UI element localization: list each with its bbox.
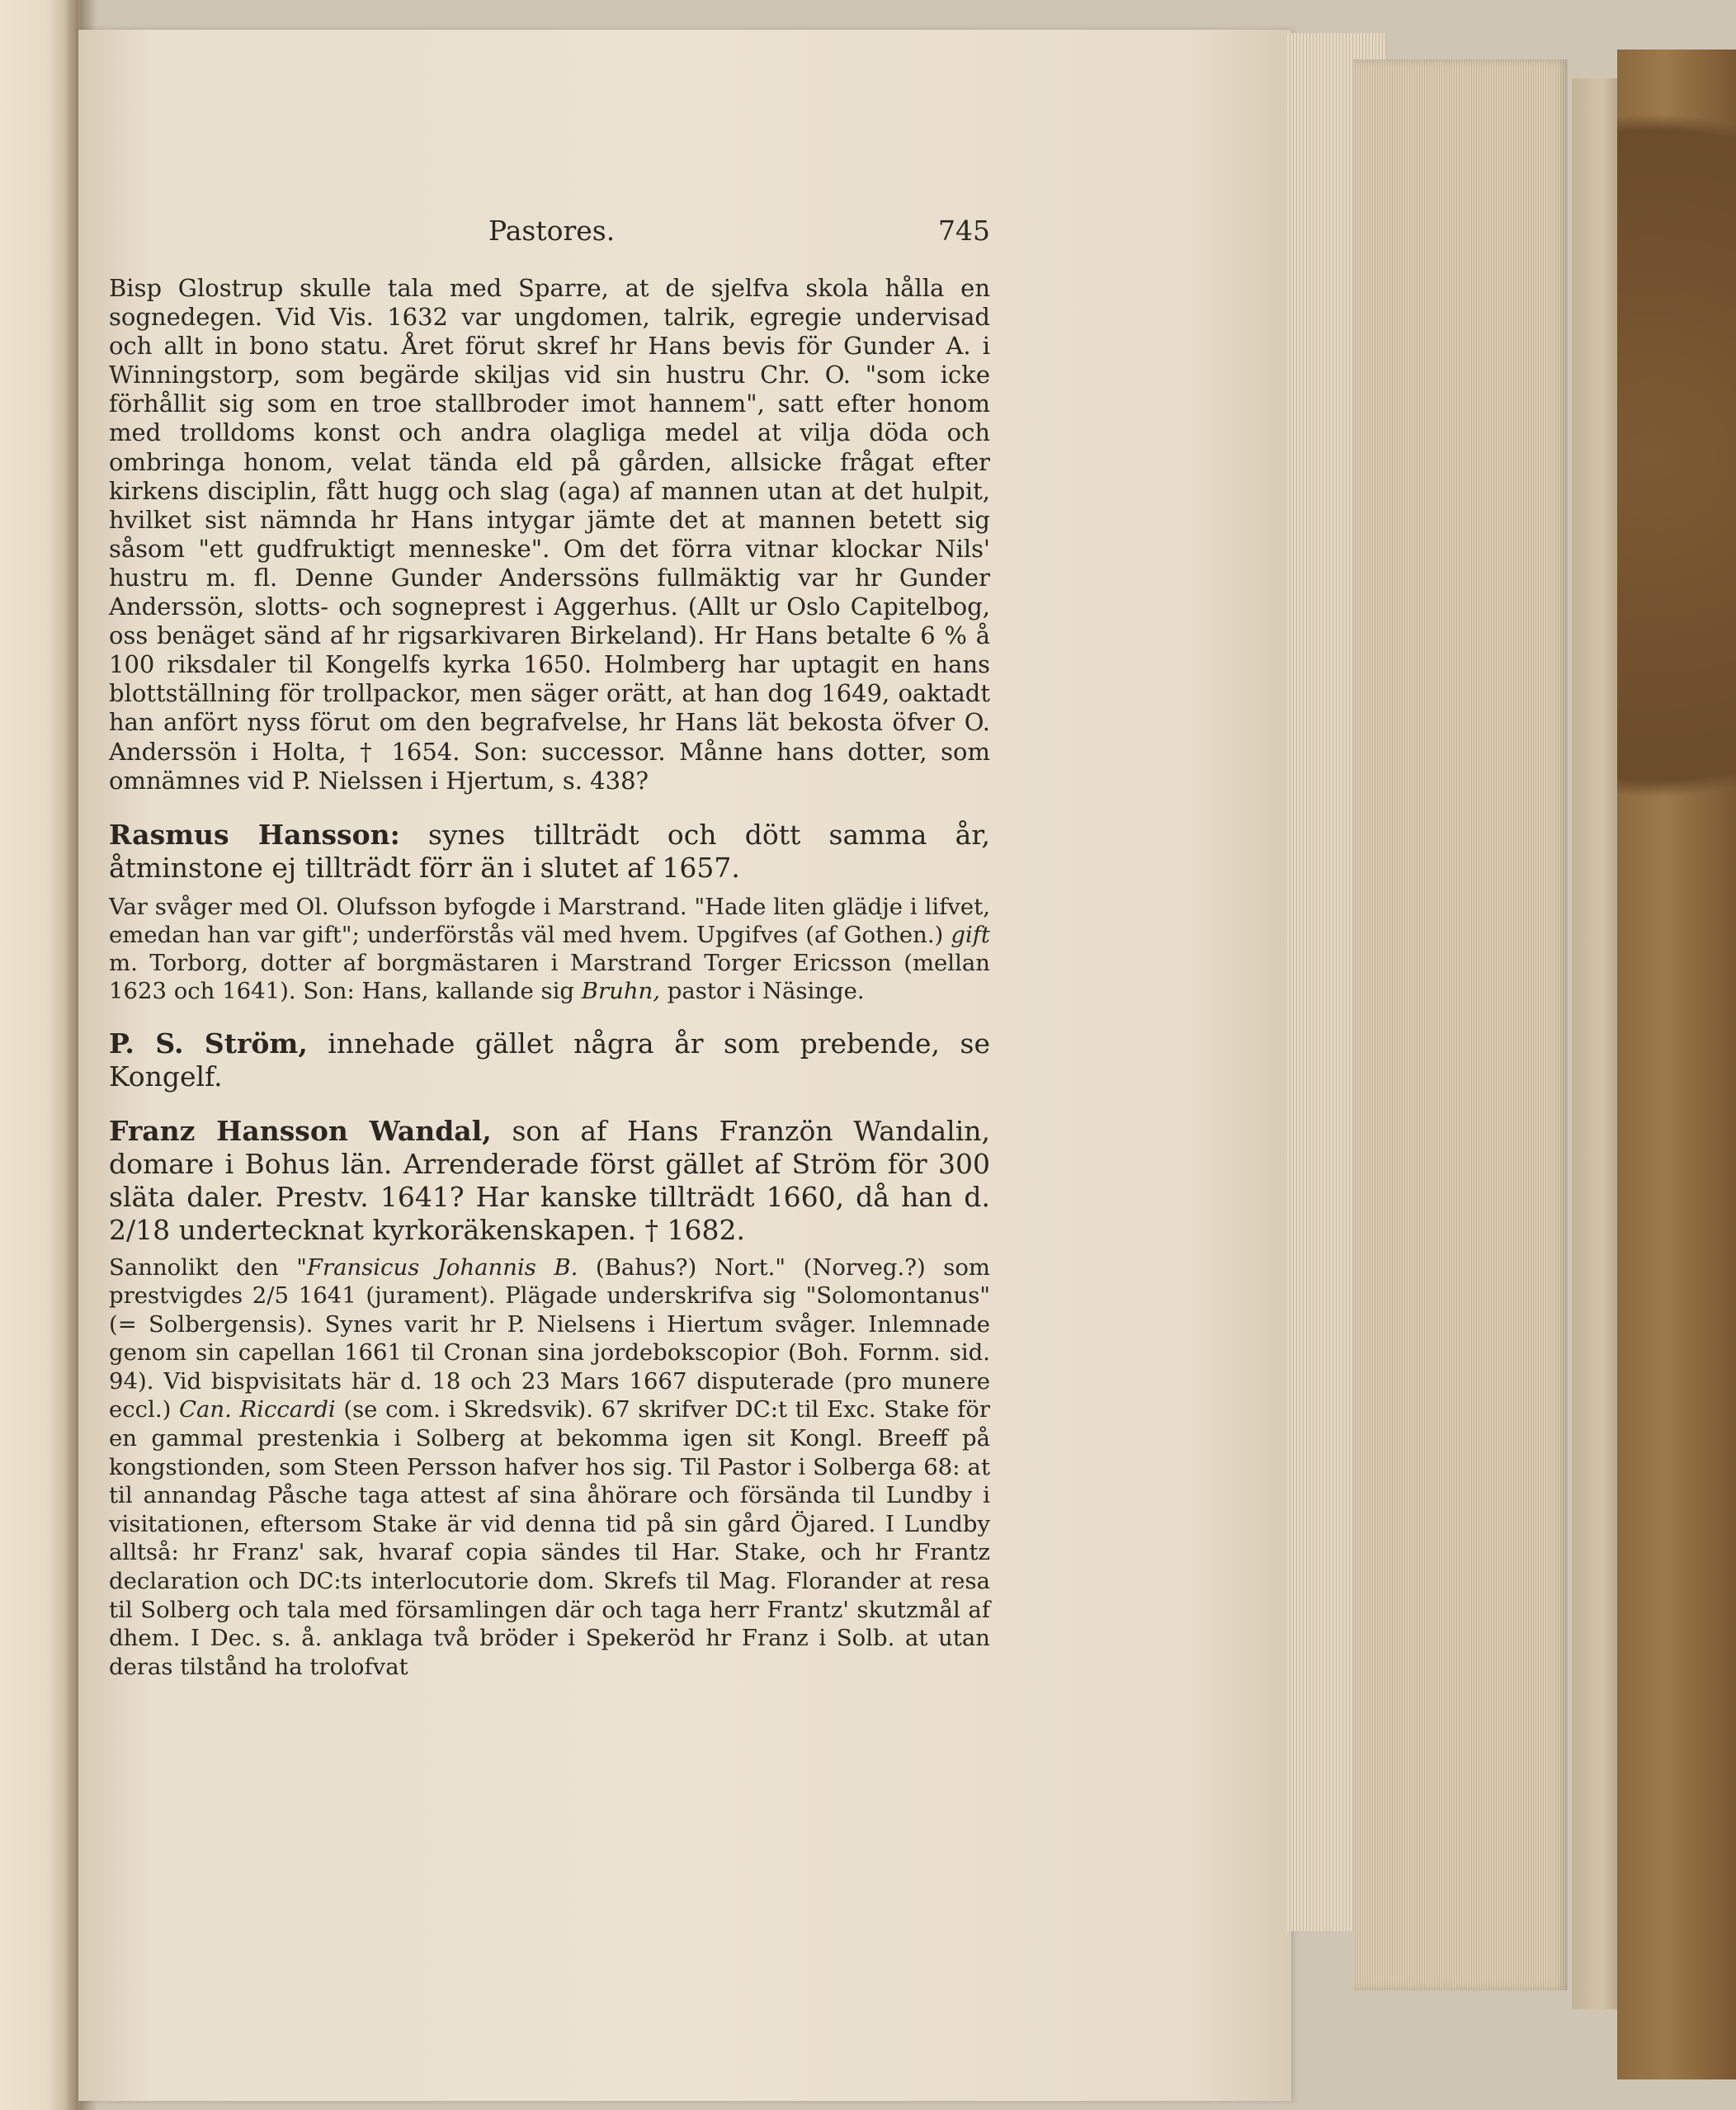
intro-paragraph: [109, 274, 990, 795]
running-title: Pastores.: [488, 215, 616, 247]
entry-name: Rasmus Hansson:: [109, 818, 400, 851]
intro-text: Bisp Glostrup skulle tala med Sparre, at de sjelfva skola hålla en sognedegen. Vid Vis. 1632 var ungdomen, talrik, egregie undervisad och allt in bono statu. Året förut skref hr Hans bevis för Gunder A. i Winningstorp, som begärde skiljas vid sin hustru Chr. O. "som icke förhållit sig som en troe stallbroder imot hannem", satt efter honom med trolldoms konst och andra olagliga medel at vilja döda och ombringa honom, velat tända eld på gården, allsicke frågat efter kirkens disciplin, fått hugg och slag (aga) af mannen utan at det hulpit, hvilket sist nämnda hr Hans intygar jämte det at mannen betett sig såsom "ett gudfruktigt menneske". Om det förra vitnar klockar Nils' hustru m. fl. Denne Gunder Anderssöns fullmäktig var hr Gunder Anderssön, slotts- och sogneprest i Aggerhus. (Allt ur Oslo Capitelbog, oss benäget sänd af hr rigsarkivaren Birkeland). Hr Hans betalte 6 % å 100 riksdaler til Kongelfs kyrka 1650. Holmberg har uptagit en hans blottställning för trollpackor, men säger orätt, at han dog 1649, oaktadt han anfört nyss förut om den begrafvelse, hr Hans lät bekosta öfver O. Anderssön i Holta, † 1654. Son: successor. Månne hans dotter, som omnämnes vid P. Nielssen i Hjertum, s. 438?: [109, 274, 990, 795]
entry-text: son af Hans Franzön Wandalin, domare i Bohus län. Arrenderade först gället af Ström för 300 släta daler. Prestv. 1641? Har kanske tillträdt 1660, då han d. 2/18 undertecknat kyrkoräkenskapen. † 1682.: [109, 1114, 990, 1246]
note-italic: Can. Riccardi: [178, 1396, 336, 1423]
entry-name: P. S. Ström,: [109, 1027, 308, 1060]
note-text: pastor i Näsinge.: [660, 978, 865, 1005]
page-text: [109, 198, 990, 1681]
note-text: Var svåger med Ol. Olufsson byfogde i Marstrand. "Hade liten glädje i lifvet, emedan han var gift"; underförstås väl med hvem. Upgifves (af Gothen.): [109, 893, 990, 948]
entry-text: synes tillträdt och dött samma år, åtminstone ej tillträdt förr än i slutet af 1657.: [109, 818, 990, 884]
page-block: [1353, 59, 1568, 1990]
note-text: (se com. i Skredsvik). 67 skrifver DC:t til Exc. Stake för en gammal prestenkia i Solberg at bekomma igen sit Kongl. Breeff på kongstionden, som Steen Persson hafver hos sig. Til Pastor i Solberga 68: at til annandag Påsche taga attest af sina åhörare och försända til Lundby i visitationen, eftersom Stake är vid denna tid på sin gård Öjared. I Lundby alltså: hr Franz' sak, hvaraf copia sändes til Har. Stake, och hr Frantz declaration och DC:ts interlocutorie dom. Skrefs til Mag. Florander at resa til Solberg och tala med församlingen där och taga herr Frantz' skutzmål af dhem. I Dec. s. å. anklaga två bröder i Spekeröd hr Franz i Solb. at utan deras tilstånd ha trolofvat: [109, 1396, 990, 1680]
note-italic: Bruhn,: [581, 978, 660, 1005]
note-text: (Bahus?) Nort." (Norveg.?) som prestvigdes 2/5 1641 (jurament). Plägade underskrifva sig "Solomontanus" (= Solbergensis). Synes varit hr P. Nielsens i Hiertum svåger. Inlemnade genom sin capellan 1661 til Cronan sina jordebokscopior (Boh. Fornm. sid. 94). Vid bispvisitats här d. 18 och 23 Mars 1667 disputerade (pro munere eccl.): [109, 1253, 990, 1423]
note-text: m. Torborg, dotter af borgmästaren i Marstrand Torger Ericsson (mellan 1623 och 1641). Son: Hans, kallande sig: [109, 950, 990, 1005]
entry-rasmus-hansson: [109, 819, 990, 885]
running-header: [109, 198, 990, 248]
endpaper-board: [1572, 78, 1621, 2009]
entry-name: Franz Hansson Wandal,: [109, 1114, 492, 1147]
entry-note-franz: [109, 1253, 990, 1682]
page-number: 745: [938, 215, 990, 247]
entry-franz-hansson-wandal: [109, 1115, 990, 1247]
note-italic: gift: [951, 921, 990, 948]
entry-text: innehade gället några år som prebende, se Kongelf.: [109, 1027, 990, 1093]
entry-note-rasmus: [109, 893, 990, 1006]
entry-p-s-strom: [109, 1027, 990, 1093]
note-text: Sannolikt den ": [109, 1253, 307, 1281]
note-italic: Fransicus Johannis B.: [306, 1253, 578, 1281]
book-cover: [1617, 50, 1736, 2079]
